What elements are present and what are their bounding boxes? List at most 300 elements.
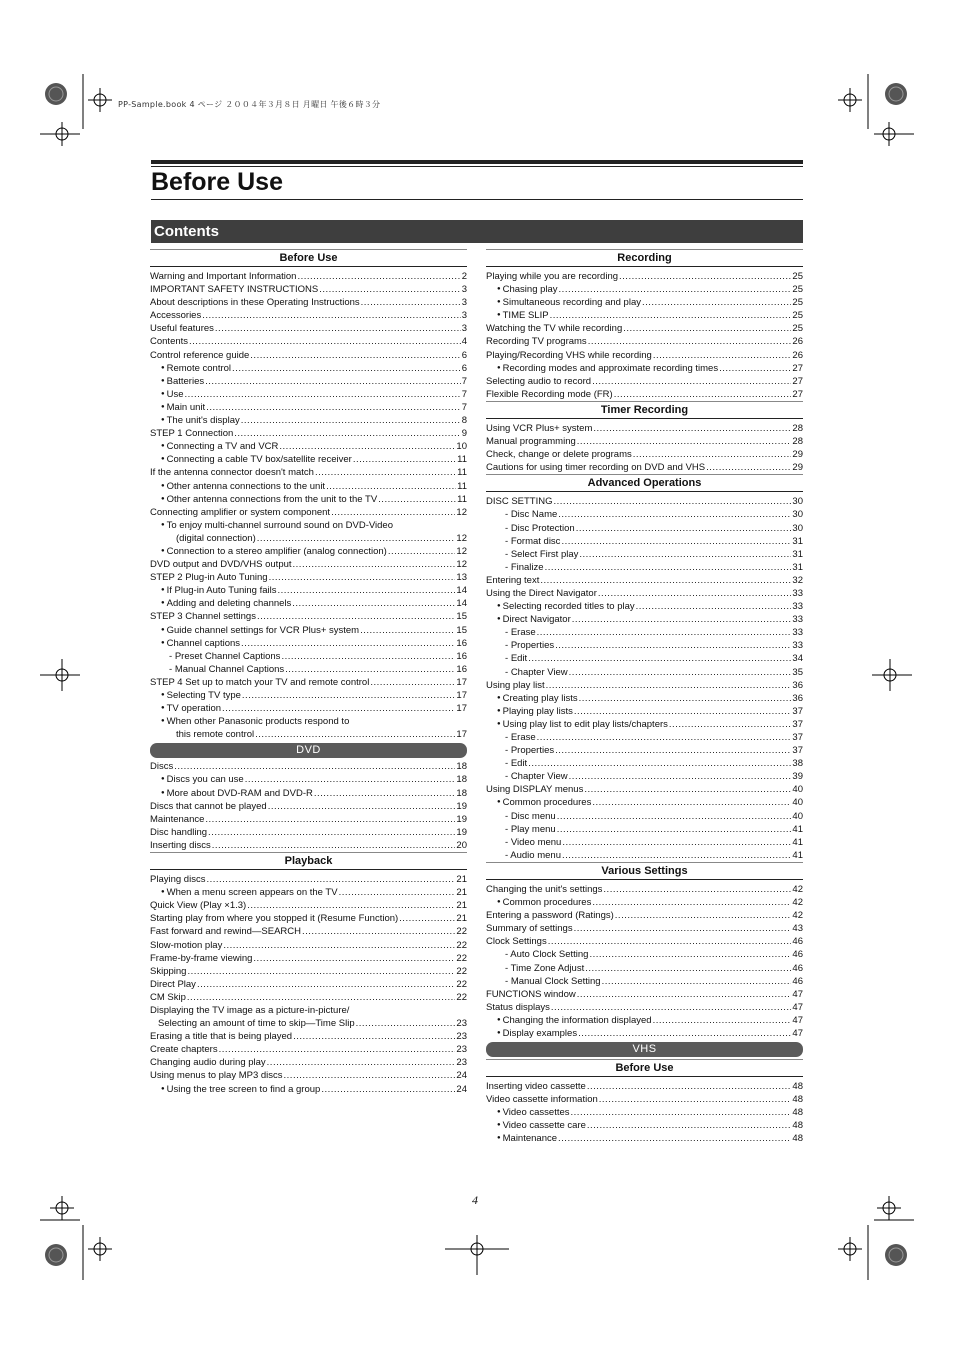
toc-entry-page: 16 xyxy=(456,663,467,675)
toc-entry xyxy=(486,796,803,809)
toc-entry-page: 3 xyxy=(461,297,467,309)
toc-entry-page: 22 xyxy=(456,926,467,938)
dot-leader xyxy=(540,574,791,587)
toc-entry xyxy=(486,283,803,296)
toc-entry-page: 19 xyxy=(456,813,467,825)
toc-entry-page: 21 xyxy=(456,887,467,899)
toc-entry xyxy=(486,705,803,718)
registration-mark-icon xyxy=(872,655,912,695)
toc-entry xyxy=(150,873,467,886)
dot-leader xyxy=(546,679,792,692)
toc-entry-page: 28 xyxy=(792,422,803,434)
dot-leader xyxy=(545,561,792,574)
toc-entry-title: Direct Play xyxy=(150,978,196,990)
dot-leader xyxy=(222,702,455,715)
toc-entry-title: Useful features xyxy=(150,323,214,335)
toc-entry-title: Video cassette information xyxy=(486,1094,598,1106)
toc-entry-title: Recording TV programs xyxy=(486,336,587,348)
dot-leader xyxy=(187,965,455,978)
toc-entry-title: Discs xyxy=(150,761,174,773)
toc-entry-page: 48 xyxy=(792,1081,803,1093)
dot-leader xyxy=(589,948,791,961)
toc-entry xyxy=(486,375,803,388)
toc-entry xyxy=(150,991,467,1004)
toc-entry xyxy=(150,610,467,623)
toc-entry-page: 37 xyxy=(792,718,803,730)
toc-entry-title: ● Video cassettes xyxy=(486,1106,570,1119)
toc-entry-title: ● Playing play lists xyxy=(486,705,573,718)
toc-entry-page: 39 xyxy=(792,771,803,783)
toc-entry-page: 40 xyxy=(792,810,803,822)
dot-leader xyxy=(189,335,461,348)
dot-leader xyxy=(587,1080,792,1093)
toc-entry xyxy=(150,362,467,375)
toc-entry-title: Erasing a title that is being played xyxy=(150,1031,293,1043)
toc-entry-title: ● Main unit xyxy=(150,401,205,414)
toc-entry xyxy=(150,912,467,925)
toc-entry-page: 38 xyxy=(792,758,803,770)
toc-entry-page: 21 xyxy=(456,900,467,912)
toc-entry xyxy=(150,1043,467,1056)
toc-entry-title: About descriptions in these Operating Instructions xyxy=(150,297,360,309)
dot-leader xyxy=(603,883,791,896)
dot-leader xyxy=(205,813,455,826)
toc-entry xyxy=(150,322,467,335)
dot-leader xyxy=(202,309,460,322)
dot-leader xyxy=(241,637,455,650)
toc-entry xyxy=(486,783,803,796)
toc-entry xyxy=(486,309,803,322)
toc-entry-page: 27 xyxy=(792,375,803,387)
dot-leader xyxy=(574,922,792,935)
toc-entry-title: - Disc menu xyxy=(486,810,556,823)
dot-leader xyxy=(257,532,456,545)
toc-entry xyxy=(486,548,803,561)
toc-entry-page: 42 xyxy=(792,910,803,922)
toc-entry-title: If the antenna connector doesn't match xyxy=(150,467,314,479)
toc-entry-title: - Chapter View xyxy=(486,666,568,679)
toc-entry xyxy=(150,597,467,610)
dot-leader xyxy=(247,899,455,912)
category-pill: VHS xyxy=(486,1042,803,1057)
toc-entry xyxy=(486,731,803,744)
toc-entry xyxy=(150,839,467,852)
dot-leader xyxy=(584,783,791,796)
toc-entry-page: 28 xyxy=(792,436,803,448)
dot-leader xyxy=(633,448,792,461)
toc-entry xyxy=(150,939,467,952)
toc-entry xyxy=(150,826,467,839)
dot-leader xyxy=(599,1093,792,1106)
dot-leader xyxy=(234,427,460,440)
dot-leader xyxy=(598,587,792,600)
dot-leader xyxy=(267,1056,456,1069)
toc-entry xyxy=(486,718,803,731)
dot-leader xyxy=(562,849,791,862)
dot-leader xyxy=(528,757,791,770)
dot-leader xyxy=(388,545,456,558)
dot-leader xyxy=(558,508,791,521)
toc-entry-page: 48 xyxy=(792,1107,803,1119)
toc-entry xyxy=(486,461,803,474)
toc-entry-page: 24 xyxy=(456,1083,467,1095)
toc-entry xyxy=(486,639,803,652)
dot-leader xyxy=(268,800,456,813)
toc-entry-title: STEP 3 Channel settings xyxy=(150,611,256,623)
toc-entry xyxy=(150,899,467,912)
toc-entry-page: 33 xyxy=(792,640,803,652)
toc-entry-title: - Edit xyxy=(486,652,527,665)
toc-entry-title: - Edit xyxy=(486,757,527,770)
toc-entry-page: 7 xyxy=(461,375,467,387)
toc-entry-title: - Disc Protection xyxy=(486,522,575,535)
toc-entry-title: Using VCR Plus+ system xyxy=(486,422,593,434)
dot-leader xyxy=(642,296,791,309)
toc-entry-page: 37 xyxy=(792,745,803,757)
toc-entry-title: STEP 2 Plug-in Auto Tuning xyxy=(150,572,268,584)
toc-entry-page: 30 xyxy=(792,522,803,534)
dot-leader xyxy=(241,414,461,427)
toc-entry-page: 41 xyxy=(792,849,803,861)
dot-leader xyxy=(623,322,791,335)
toc-entry-title: ● Chasing play xyxy=(486,283,558,296)
dot-leader xyxy=(215,322,461,335)
toc-entry-page: 15 xyxy=(456,611,467,623)
dot-leader xyxy=(315,466,456,479)
toc-entry xyxy=(486,1119,803,1132)
toc-entry xyxy=(150,624,467,637)
toc-entry-title: Slow-motion play xyxy=(150,939,223,951)
toc-entry-title: ● The unit's display xyxy=(150,414,240,427)
toc-entry xyxy=(486,1001,803,1014)
toc-entry-title: Using play list xyxy=(486,679,545,691)
dot-leader xyxy=(706,461,791,474)
dot-leader xyxy=(614,388,792,401)
dot-leader xyxy=(314,787,456,800)
toc-entry-page: 15 xyxy=(456,624,467,636)
dot-leader xyxy=(528,652,791,665)
toc-entry-page: 25 xyxy=(792,284,803,296)
dot-leader xyxy=(279,440,455,453)
dot-leader xyxy=(250,349,460,362)
toc-entry-page: 25 xyxy=(792,271,803,282)
toc-entry xyxy=(150,584,467,597)
dot-leader xyxy=(653,1014,792,1027)
registration-mark-icon xyxy=(40,1180,160,1280)
toc-entry xyxy=(486,909,803,922)
dot-leader xyxy=(548,935,792,948)
toc-entry-title: Accessories xyxy=(150,310,202,322)
toc-entry xyxy=(150,453,467,466)
toc-entry-title: Selecting audio to record xyxy=(486,375,592,387)
toc-entry-title: FUNCTIONS window xyxy=(486,988,576,1000)
toc-entry xyxy=(486,652,803,665)
toc-entry-page: 3 xyxy=(461,323,467,335)
dot-leader xyxy=(557,823,792,836)
toc-entry xyxy=(150,1004,467,1017)
toc-entry xyxy=(486,935,803,948)
dot-leader xyxy=(378,493,456,506)
dot-leader xyxy=(578,1027,791,1040)
dot-leader xyxy=(281,650,455,663)
toc-entry-title: Fast forward and rewind—SEARCH xyxy=(150,926,301,938)
dot-leader xyxy=(592,896,791,909)
toc-entry-page: 34 xyxy=(792,653,803,665)
toc-entry-title: Using the Direct Navigator xyxy=(486,587,597,599)
dot-leader xyxy=(579,692,792,705)
toc-entry xyxy=(486,270,803,283)
toc-entry-page: 3 xyxy=(461,310,467,322)
toc-entry xyxy=(150,715,467,728)
toc-entry-title: ● TV operation xyxy=(150,702,221,715)
toc-entry-page: 42 xyxy=(792,897,803,909)
toc-entry-page: 11 xyxy=(457,493,467,505)
toc-entry xyxy=(486,613,803,626)
dot-leader xyxy=(326,480,456,493)
toc-entry xyxy=(150,388,467,401)
toc-entry-title: Contents xyxy=(150,336,189,348)
toc-entry-title: ● Selecting TV type xyxy=(150,689,241,702)
toc-entry xyxy=(486,770,803,783)
dot-leader xyxy=(212,839,456,852)
toc-entry xyxy=(150,296,467,309)
dot-leader xyxy=(551,1001,792,1014)
dot-leader xyxy=(576,522,792,535)
toc-entry xyxy=(486,600,803,613)
dot-leader xyxy=(292,597,455,610)
toc-entry xyxy=(150,335,467,348)
toc-entry xyxy=(486,561,803,574)
toc-entry-title: Summary of settings xyxy=(486,923,573,935)
toc-entry xyxy=(150,676,467,689)
registration-mark-icon xyxy=(40,655,80,695)
toc-entry-title: Skipping xyxy=(150,965,187,977)
toc-entry-title: ● Video cassette care xyxy=(486,1119,586,1132)
dot-leader xyxy=(719,362,791,375)
toc-entry-page: 29 xyxy=(792,449,803,461)
toc-entry xyxy=(486,626,803,639)
toc-entry xyxy=(486,836,803,849)
toc-entry-page: 23 xyxy=(456,1044,467,1056)
toc-entry-title: - Erase xyxy=(486,626,536,639)
toc-entry xyxy=(486,849,803,862)
toc-entry-page: 8 xyxy=(461,415,467,427)
toc-entry-page: 42 xyxy=(792,883,803,895)
toc-entry-title: Playing discs xyxy=(150,874,206,886)
toc-entry-page: 26 xyxy=(792,349,803,361)
dot-leader xyxy=(185,388,461,401)
toc-entry xyxy=(486,448,803,461)
toc-entry-page: 36 xyxy=(792,692,803,704)
dot-leader xyxy=(302,925,455,938)
toc-entry xyxy=(150,401,467,414)
toc-entry xyxy=(150,1017,467,1030)
toc-entry xyxy=(486,587,803,600)
toc-entry-title: ● Selecting recorded titles to play xyxy=(486,600,635,613)
toc-entry xyxy=(150,532,467,545)
toc-entry-title: - Chapter View xyxy=(486,770,568,783)
toc-entry xyxy=(150,493,467,506)
toc-entry-title: Entering a password (Ratings) xyxy=(486,910,614,922)
toc-entry-title: ● Display examples xyxy=(486,1027,577,1040)
toc-entry xyxy=(150,1030,467,1043)
dot-leader xyxy=(592,796,791,809)
dot-leader xyxy=(615,909,792,922)
toc-entry xyxy=(150,689,467,702)
toc-entry-page: 12 xyxy=(456,559,467,571)
toc-entry xyxy=(486,495,803,508)
toc-entry-page: 22 xyxy=(456,991,467,1003)
dot-leader xyxy=(577,435,792,448)
section-heading: Playback xyxy=(150,852,467,870)
toc-entry xyxy=(150,414,467,427)
toc-entry-page: 12 xyxy=(456,545,467,557)
toc-entry-page: 22 xyxy=(456,965,467,977)
dot-leader xyxy=(219,1043,456,1056)
dot-leader xyxy=(636,600,792,613)
toc-entry xyxy=(150,558,467,571)
toc-entry-page: 17 xyxy=(456,690,467,701)
dot-leader xyxy=(293,1030,455,1043)
toc-entry-page: 18 xyxy=(456,761,467,773)
toc-entry-page: 23 xyxy=(456,1018,467,1030)
toc-entry-page: 46 xyxy=(792,962,803,974)
toc-entry-page: 7 xyxy=(461,401,467,413)
dot-leader xyxy=(669,718,792,731)
toc-entry xyxy=(150,978,467,991)
toc-entry-title: Check, change or delete programs xyxy=(486,449,632,461)
toc-entry xyxy=(150,728,467,741)
toc-entry-title: Inserting video cassette xyxy=(486,1081,586,1093)
toc-entry-page: 46 xyxy=(792,936,803,948)
dot-leader xyxy=(197,978,455,991)
dot-leader xyxy=(174,760,455,773)
dot-leader xyxy=(562,836,791,849)
registration-mark-icon xyxy=(40,74,160,174)
toc-entry xyxy=(486,335,803,348)
toc-entry xyxy=(150,773,467,786)
toc-entry-page: 30 xyxy=(792,496,803,508)
toc-entry-page: 12 xyxy=(456,506,467,518)
dot-leader xyxy=(206,401,461,414)
dot-leader xyxy=(561,535,791,548)
dot-leader xyxy=(555,639,791,652)
toc-entry-page: 16 xyxy=(456,637,467,649)
title-rule xyxy=(151,160,803,164)
dot-leader xyxy=(206,873,455,886)
toc-entry xyxy=(486,823,803,836)
toc-entry-page: 33 xyxy=(792,587,803,599)
toc-entry-page: 23 xyxy=(456,1057,467,1069)
toc-entry-title: - Auto Clock Setting xyxy=(486,948,588,961)
toc-entry-page: 47 xyxy=(792,1014,803,1026)
toc-entry-page: 25 xyxy=(792,297,803,309)
toc-entry-page: 14 xyxy=(456,598,467,610)
dot-leader xyxy=(242,689,456,702)
toc-entry-page: 22 xyxy=(456,939,467,951)
toc-entry-page: 31 xyxy=(792,535,803,547)
dot-leader xyxy=(554,495,792,508)
dot-leader xyxy=(558,1132,791,1145)
toc-entry-title: - Manual Clock Setting xyxy=(486,975,601,988)
dot-leader xyxy=(319,283,461,296)
toc-entry-title: - Disc Name xyxy=(486,508,557,521)
toc-entry xyxy=(486,744,803,757)
dot-leader xyxy=(360,624,455,637)
toc-entry xyxy=(150,1083,467,1096)
toc-entry-page: 33 xyxy=(792,601,803,613)
dot-leader xyxy=(361,296,461,309)
dot-leader xyxy=(331,506,455,519)
toc-entry-title: Using DISPLAY menus xyxy=(486,784,584,796)
toc-entry xyxy=(486,362,803,375)
toc-entry xyxy=(150,283,467,296)
dot-leader xyxy=(253,952,455,965)
toc-entry xyxy=(486,1093,803,1106)
section-heading: Advanced Operations xyxy=(486,474,803,492)
toc-entry-title: ● Recording modes and approximate recording times xyxy=(486,362,718,375)
toc-entry-title: Status displays xyxy=(486,1001,550,1013)
toc-entry xyxy=(150,545,467,558)
toc-entry-title: Entering text xyxy=(486,574,540,586)
toc-entry xyxy=(150,760,467,773)
toc-entry xyxy=(486,883,803,896)
toc-entry xyxy=(486,388,803,401)
toc-entry-page: 11 xyxy=(457,467,467,479)
dot-leader xyxy=(245,773,456,786)
toc-entry-page: 23 xyxy=(456,1031,467,1043)
dot-leader xyxy=(577,988,792,1001)
toc-entry-title: ● When a menu screen appears on the TV xyxy=(150,886,338,899)
toc-entry xyxy=(486,666,803,679)
category-pill: DVD xyxy=(150,743,467,758)
toc-entry-title: Create chapters xyxy=(150,1044,218,1056)
toc-entry-title: ● Creating play lists xyxy=(486,692,578,705)
toc-entry-page: 47 xyxy=(792,1027,803,1039)
dot-leader xyxy=(588,335,792,348)
toc-entry xyxy=(150,270,467,283)
toc-entry-page: 32 xyxy=(792,574,803,586)
toc-entry-title: ● If Plug-in Auto Tuning fails xyxy=(150,584,276,597)
toc-entry-page: 35 xyxy=(792,666,803,678)
toc-entry-page: 47 xyxy=(792,1001,803,1013)
dot-leader xyxy=(653,349,792,362)
toc-entry xyxy=(486,296,803,309)
toc-entry-page: 19 xyxy=(456,800,467,812)
toc-entry-page: 46 xyxy=(792,975,803,987)
dot-leader xyxy=(550,309,792,322)
toc-entry-page: 6 xyxy=(461,362,467,374)
dot-leader xyxy=(579,548,791,561)
toc-entry-page: 21 xyxy=(456,913,467,925)
toc-entry-title: Quick View (Play ×1.3) xyxy=(150,900,247,912)
toc-entry xyxy=(150,952,467,965)
dot-leader xyxy=(619,270,791,283)
toc-entry-page: 7 xyxy=(461,388,467,400)
toc-entry xyxy=(486,1132,803,1145)
dot-leader xyxy=(557,810,792,823)
toc-entry-title: IMPORTANT SAFETY INSTRUCTIONS xyxy=(150,284,319,296)
toc-entry-page: 46 xyxy=(792,949,803,961)
toc-entry xyxy=(486,1106,803,1119)
toc-right-column xyxy=(486,249,803,1146)
toc-entry-page: 11 xyxy=(457,480,467,492)
toc-entry xyxy=(150,506,467,519)
toc-entry xyxy=(486,508,803,521)
toc-entry-title: ● Common procedures xyxy=(486,896,591,909)
toc-entry xyxy=(486,810,803,823)
toc-entry-page: 27 xyxy=(792,362,803,374)
